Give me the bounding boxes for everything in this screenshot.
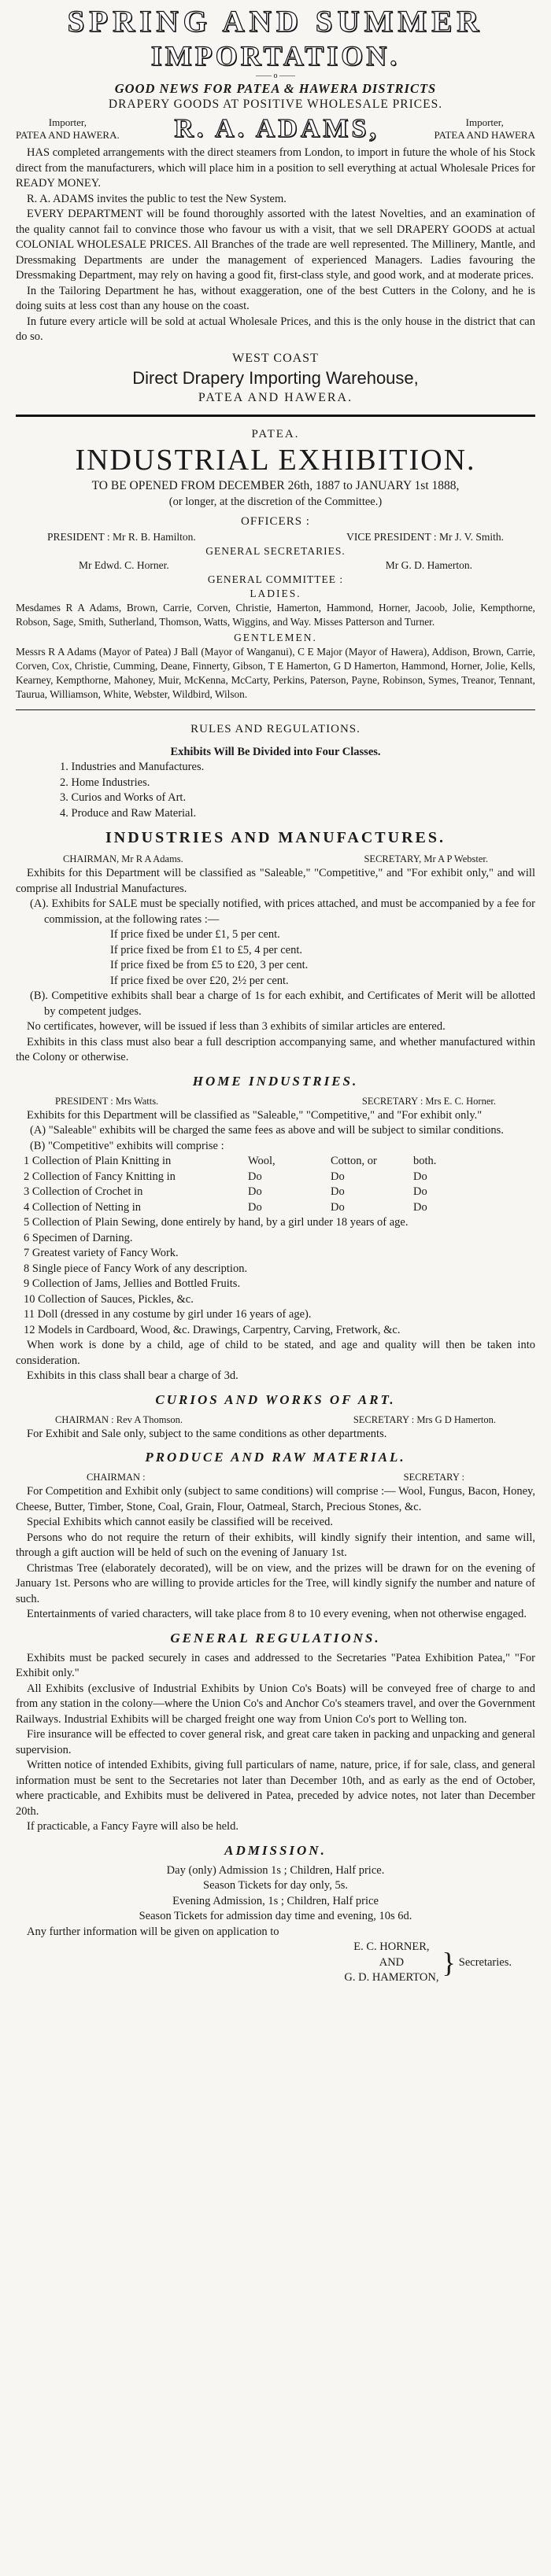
left-places: PATEA AND HAWERA. — [16, 129, 120, 141]
secretary: SECRETARY, Mr A P Webster. — [364, 853, 488, 864]
home-item: 12 Models in Cardboard, Wood, &c. Drawings, Carpentry, Carving, Fretwork, &c. — [24, 1323, 401, 1336]
class-item: 4. Produce and Raw Material. — [60, 806, 197, 820]
gentlemen-list: Messrs R A Adams (Mayor of Patea) J Ball (Mayor of Wanganui), C E Major (Mayor of Hawera), Addison, Brown, Carrie, Corven, Cox, Christie, Cumming, Deane, Finnerty, Gibson, T E Hamerton, G D Hamerton, Hammond, Horner, Jolie, Kells, Kearney, Kempthorne, Mahoney, Muir, McKenna, McCarty, Perkins, Paterson, Payne, Robinson, Symes, Treanor, Tennant, Taurua, Williamson, White, Webster, Wildbird, Wilson. — [16, 645, 535, 700]
secretary: SECRETARY : — [403, 1472, 464, 1483]
chairman: CHAIRMAN : — [87, 1472, 146, 1483]
secretary: SECRETARY : Mrs G D Hamerton. — [353, 1413, 496, 1425]
merchant-name: R. A. ADAMS, — [174, 114, 379, 143]
paragraph: Special Exhibits which cannot easily be classified will be received. — [27, 1516, 333, 1528]
classes-list — [16, 760, 535, 821]
right-tag-block — [435, 116, 536, 142]
officers-row — [16, 530, 535, 544]
brace: } — [442, 1947, 456, 1979]
general-secretaries-heading: GENERAL SECRETARIES. — [205, 544, 346, 557]
paragraph: Exhibits must be packed securely in cases and addressed to the Secretaries "Patea Exhibition Patea," "For Exhibit only." — [16, 1651, 535, 1679]
secretaries-row — [16, 558, 535, 573]
section-heading: GENERAL REGULATIONS. — [170, 1630, 381, 1645]
left-tag: Importer, — [48, 116, 87, 128]
merchant-row — [16, 114, 535, 144]
collection-cell: Do — [413, 1185, 427, 1198]
chairman: CHAIRMAN, Mr R A Adams. — [63, 853, 183, 864]
ladies-heading: LADIES. — [250, 587, 301, 599]
collection-cell: Do — [331, 1185, 345, 1198]
paragraph: All Exhibits (exclusive of Industrial Exhibits by Union Co's Boats) will be conveyed free of charge to and from any station in the colony—where the Union Co's and Anchor Co's steamers travel, and over the Government Railways. Industrial Exhibits will be charged freight one way from Union Co's port to Welling ton. — [16, 1682, 535, 1726]
secretary: Mr G. D. Hamerton. — [385, 558, 472, 571]
gentlemen-heading: GENTLEMEN. — [234, 631, 317, 643]
collection-cell: 3 Collection of Crochet in — [24, 1185, 143, 1198]
collection-cell: both. — [413, 1155, 437, 1167]
collection-row — [16, 1170, 535, 1185]
chair-row — [16, 1413, 535, 1427]
column — [16, 0, 535, 1986]
home-item: 10 Collection of Sauces, Pickles, &c. — [24, 1292, 194, 1306]
signature-block — [16, 1940, 535, 1986]
collection-cell: 4 Collection of Netting in — [24, 1200, 142, 1214]
rules-heading: RULES AND REGULATIONS. — [190, 722, 361, 735]
paragraph: For Competition and Exhibit only (subject to same conditions) will comprise :— Wool, Fungus, Bacon, Honey, Cheese, Butter, Timber, Stone, Coal, Grain, Flour, Oatmeal, Starch, Precious Stones, &c. — [16, 1485, 535, 1513]
paragraph: Exhibits for this Department will be classified as "Saleable," "Competitive," and "For exhibit only." — [27, 1108, 483, 1122]
collection-cell: 2 Collection of Fancy Knitting in — [24, 1170, 176, 1183]
advert-separator — [16, 415, 535, 417]
collection-cell: 1 Collection of Plain Knitting in — [24, 1155, 172, 1167]
exhibition-title: INDUSTRIAL EXHIBITION. — [75, 443, 476, 477]
rate-item: If price fixed be from £5 to £20, 3 per cent. — [110, 959, 309, 971]
section-heading: ADMISSION. — [224, 1842, 327, 1858]
collection-cell: Cotton, or — [331, 1155, 377, 1167]
committee-heading: GENERAL COMMITTEE : — [207, 573, 344, 585]
left-tag-block — [16, 116, 120, 142]
collection-cell: Wool, — [248, 1155, 276, 1167]
home-item: 11 Doll (dressed in any costume by girl under 16 years of age). — [24, 1308, 312, 1321]
collection-cell: Do — [248, 1170, 262, 1183]
signatory: E. C. HORNER, — [353, 1940, 430, 1953]
footer-line: PATEA AND HAWERA. — [198, 390, 353, 404]
paragraph: (B) "Competitive" exhibits will comprise : — [30, 1139, 224, 1152]
home-item: 5 Collection of Plain Sewing, done entirely by hand, by a girl under 18 years of age. — [24, 1216, 409, 1229]
collection-cell: Do — [331, 1200, 345, 1214]
paragraph: Exhibits in this class must also bear a full description accompanying same, and whether manufactured within the Colony or otherwise. — [16, 1035, 535, 1063]
opening-dates: TO BE OPENED FROM DECEMBER 26th, 1887 to JANUARY 1st 1888, — [91, 478, 460, 492]
admission-line: Evening Admission, 1s ; Children, Half price — [172, 1894, 379, 1907]
signature-and: AND — [379, 1955, 405, 1969]
paragraph: Fire insurance will be effected to cover general risk, and great care taken in packing and unpacking and general supervision. — [16, 1728, 535, 1756]
signature-names — [344, 1940, 438, 1986]
section-separator — [16, 709, 535, 710]
collections-table — [16, 1154, 535, 1215]
paragraph: Persons who do not require the return of their exhibits, will kindly signify their intention, and same will, through a gift auction will be held of such on the evening of January 1st. — [16, 1531, 535, 1559]
section-heading: CURIOS AND WORKS OF ART. — [155, 1391, 396, 1407]
advert-title: SPRING AND SUMMER — [67, 5, 484, 39]
advert-subtitle: IMPORTATION. — [150, 40, 401, 72]
home-item: 6 Specimen of Darning. — [24, 1231, 133, 1244]
vice-president: VICE PRESIDENT : Mr J. V. Smith. — [346, 530, 504, 543]
home-items-list — [16, 1215, 535, 1338]
signatory: G. D. HAMERTON, — [344, 1971, 439, 1984]
advert-paragraph: HAS completed arrangements with the direct steamers from London, to import in future the whole of his Stock direct from the manufacturers, which will place him in a position to sell everything at actual Wholesale Prices for READY MONEY. — [16, 146, 535, 190]
chairman: CHAIRMAN : Rev A Thomson. — [55, 1413, 183, 1425]
collection-cell: Do — [248, 1200, 262, 1214]
officers-heading: OFFICERS : — [241, 514, 310, 528]
ornament-divider: —— o —— — [256, 72, 295, 80]
paragraph: If practicable, a Fancy Fayre will also be held. — [27, 1820, 239, 1833]
admission-line: Any further information will be given on application to — [27, 1925, 279, 1938]
paragraph: Written notice of intended Exhibits, giving full particulars of name, nature, price, if for sale, class, and general information must be sent to the Secretaries not later than December 10th, and as early as the end of October, where practicable, and Exhibits must be delivered in Patea, preceded by advice notes, not later than December 20th. — [16, 1759, 535, 1818]
section-heading: HOME INDUSTRIES. — [192, 1073, 359, 1089]
chair-row — [16, 1470, 535, 1484]
section-heading: INDUSTRIES AND MANUFACTURES. — [105, 829, 446, 846]
paragraph: (B). Competitive exhibits shall bear a charge of 1s for each exhibit, and Certificates of Merit will be allotted by competent judges. — [30, 989, 535, 1018]
chair-row — [16, 1094, 535, 1108]
section-heading: PRODUCE AND RAW MATERIAL. — [145, 1450, 406, 1465]
collection-cell: Do — [413, 1200, 427, 1214]
advert-paragraph: In the Tailoring Department he has, without exaggeration, one of the best Cutters in the Colony, and he is doing suits at less cost than any house on the coast. — [16, 284, 535, 312]
right-places: PATEA AND HAWERA — [434, 129, 535, 141]
paragraph: Exhibits in this class shall bear a charge of 3d. — [27, 1369, 239, 1382]
paragraph: Exhibits for this Department will be classified as "Saleable," "Competitive," and "For exhibit only," and will comprise all Industrial Manufactures. — [16, 867, 535, 895]
rate-item: If price fixed be under £1, 5 per cent. — [110, 928, 280, 941]
rates-list — [16, 927, 535, 989]
advert-paragraph: R. A. ADAMS invites the public to test the New System. — [27, 192, 287, 205]
advert-paragraph: EVERY DEPARTMENT will be found thoroughly assorted with the latest Novelties, and an examination of the quality cannot fail to convince those who favour us with a visit, that we sell DRAPERY GOODS at actual COLONIAL WHOLESALE PRICES. All Branches of the trade are well represented. The Millinery, Mantle, and Dressmaking Departments are under the management of experienced Managers. Ladies favouring the Dressmaking Department, may rely on having a good fit, first-class style, and good work, and at moderate prices. — [16, 208, 535, 282]
paragraph: For Exhibit and Sale only, subject to the same conditions as other departments. — [27, 1427, 387, 1440]
opening-note: (or longer, at the discretion of the Committee.) — [168, 495, 383, 508]
collection-row — [16, 1200, 535, 1216]
footer-line: WEST COAST — [232, 351, 319, 365]
paragraph: Christmas Tree (elaborately decorated), will be on view, and the prizes will be drawn for on the evening of January 1st. Persons who are willing to provide articles for the Tree, will kindly signify the number and nature of such. — [16, 1561, 535, 1605]
collection-cell: Do — [331, 1170, 345, 1183]
secretary: SECRETARY : Mrs E. C. Horner. — [361, 1095, 496, 1107]
chair-row — [16, 852, 535, 866]
collection-row — [16, 1154, 535, 1170]
collection-row — [16, 1185, 535, 1200]
home-item: 8 Single piece of Fancy Work of any description. — [24, 1262, 248, 1275]
rate-item: If price fixed be from £1 to £5, 4 per cent. — [110, 943, 302, 956]
class-item: 2. Home Industries. — [60, 776, 150, 789]
footer-line: Direct Drapery Importing Warehouse, — [132, 367, 419, 388]
drapery-line: DRAPERY GOODS AT POSITIVE WHOLESALE PRICES. — [108, 98, 443, 111]
collection-cell: Do — [248, 1185, 262, 1198]
home-item: 9 Collection of Jams, Jellies and Bottled Fruits. — [24, 1277, 241, 1290]
place-heading: PATEA. — [251, 427, 300, 440]
advert-paragraph: In future every article will be sold at actual Wholesale Prices, and this is the only house in the district that can do so. — [16, 315, 535, 343]
classes-intro: Exhibits Will Be Divided into Four Classes. — [170, 745, 381, 758]
paragraph: (A) "Saleable" exhibits will be charged the same fees as above and will be subject to similar conditions. — [30, 1124, 504, 1137]
admission-line: Season Tickets for day only, 5s. — [203, 1879, 348, 1892]
home-item: 7 Greatest variety of Fancy Work. — [24, 1247, 179, 1259]
paragraph: Entertainments of varied characters, will take place from 8 to 10 every evening, when not otherwise engaged. — [27, 1608, 527, 1620]
class-item: 1. Industries and Manufactures. — [60, 761, 205, 773]
collection-cell: Do — [413, 1170, 427, 1183]
paragraph: No certificates, however, will be issued if less than 3 exhibits of similar articles are entered. — [27, 1020, 446, 1033]
secretary: Mr Edwd. C. Horner. — [79, 558, 169, 571]
admission-line: Season Tickets for admission day time and evening, 10s 6d. — [139, 1910, 412, 1922]
president: PRESIDENT : Mr R. B. Hamilton. — [47, 530, 196, 543]
admission-line: Day (only) Admission 1s ; Children, Half price. — [166, 1863, 385, 1877]
right-tag: Importer, — [465, 116, 504, 128]
paragraph: (A). Exhibits for SALE must be specially notified, with prices attached, and must be accompanied by a fee for commission, at the following rates :— — [30, 897, 535, 926]
signature-role: Secretaries. — [458, 1955, 512, 1969]
ladies-list: Mesdames R A Adams, Brown, Carrie, Corven, Christie, Hamerton, Hammond, Horner, Jacoob, Jolie, Kempthorne, Robson, Sage, Smith, Sutherland, Thomson, Watts, Wiggins, and Way. Misses Patterson and Turner. — [16, 601, 535, 628]
president: PRESIDENT : Mrs Watts. — [55, 1095, 159, 1107]
rate-item: If price fixed be over £20, 2½ per cent. — [110, 974, 289, 987]
paragraph: When work is done by a child, age of child to be stated, and age and quality will then be taken into consideration. — [16, 1339, 535, 1367]
banner-headline: GOOD NEWS FOR PATEA & HAWERA DISTRICTS — [114, 81, 437, 96]
class-item: 3. Curios and Works of Art. — [60, 791, 187, 804]
